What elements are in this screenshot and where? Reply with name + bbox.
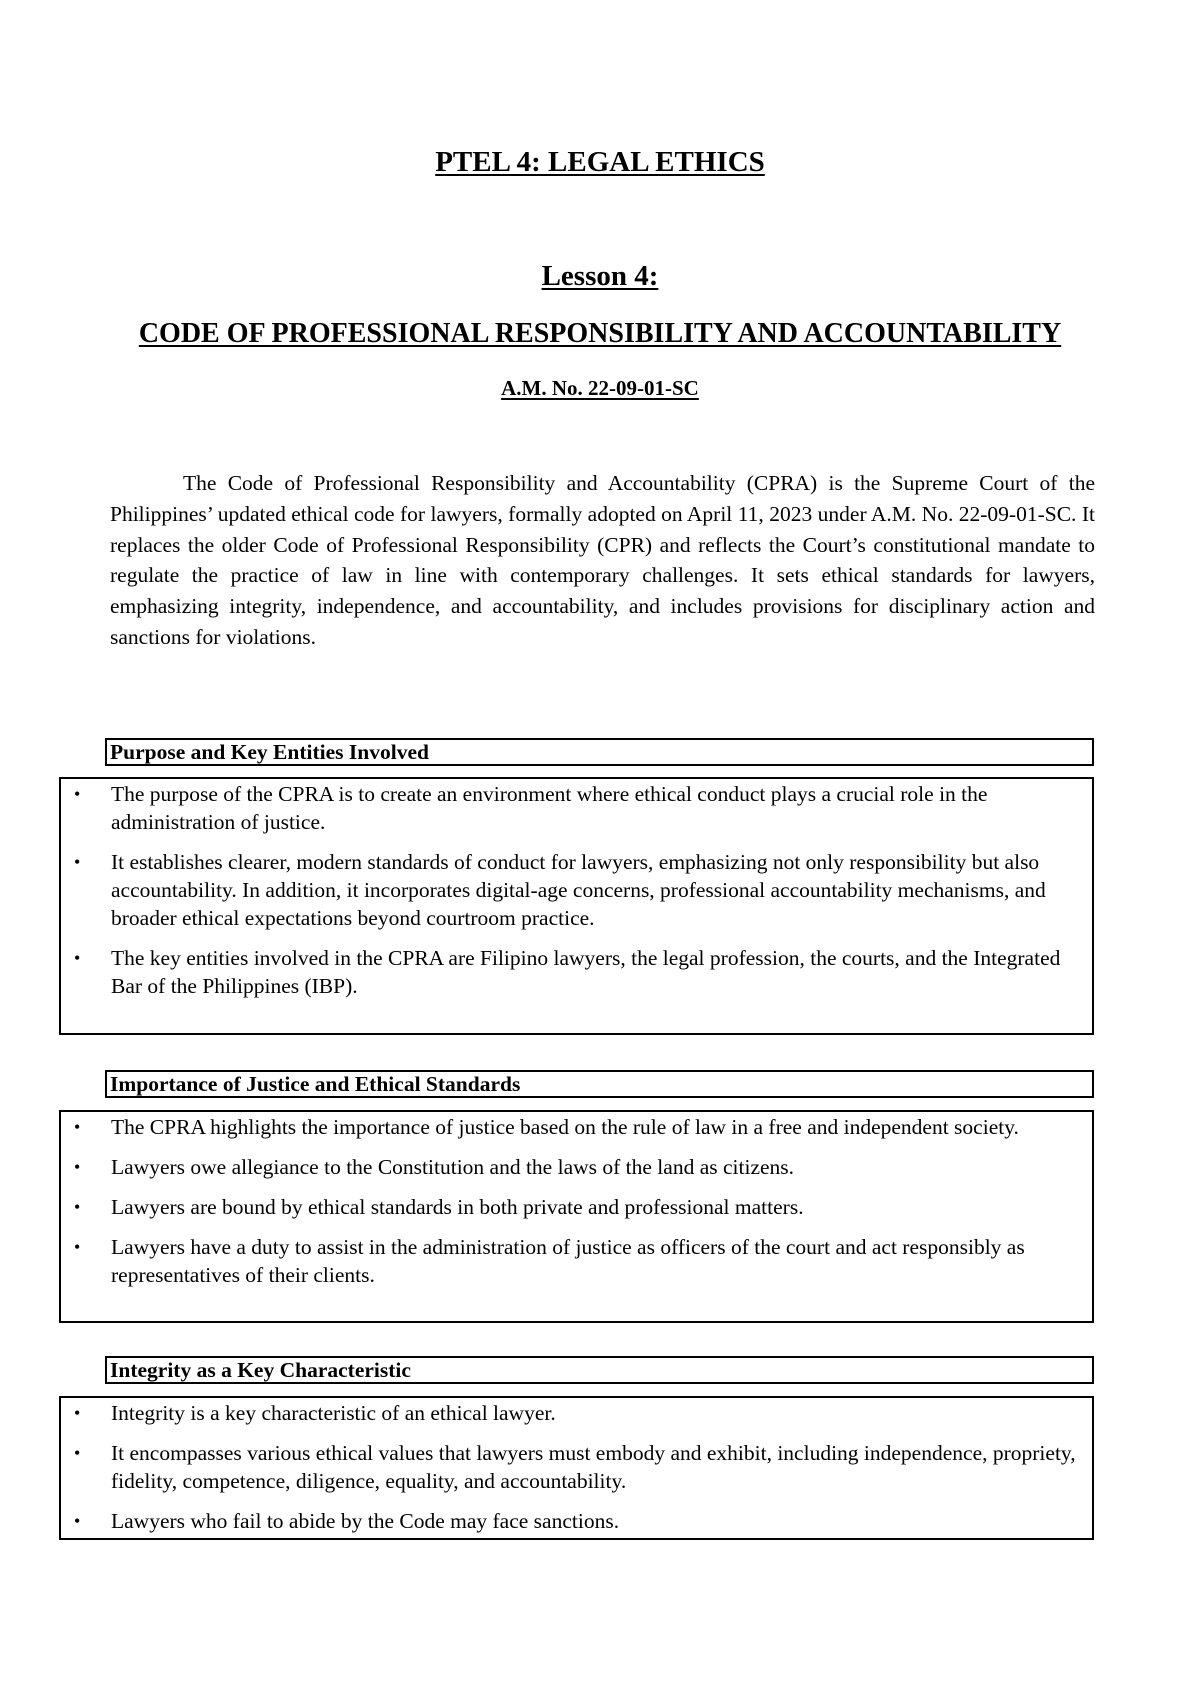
list-item-text: It establishes clearer, modern standards of conduct for lawyers, emphasizing not only responsibility but also accountability. In addition, it incorporates digital-age concerns, professional accountability mechanisms, and broader ethical expectations beyond courtroom practice.: [111, 850, 1046, 930]
administrative-matter-reference: A.M. No. 22-09-01-SC: [501, 376, 699, 400]
list-item: [61, 1233, 1092, 1289]
bullet-icon: •: [74, 1157, 81, 1177]
list-item-text: Lawyers are bound by ethical standards in both private and professional matters.: [111, 1195, 804, 1219]
list-item-text: Lawyers who fail to abide by the Code may face sanctions.: [111, 1509, 620, 1533]
list-item: [61, 780, 1092, 836]
list-item: [61, 1507, 1092, 1535]
intro-paragraph: The Code of Professional Responsibility and Accountability (CPRA) is the Supreme Court of the Philippines’ updated ethical code for lawyers, formally adopted on April 11, 2023 under A.M. No. 22-09-01-SC. It replaces the older Code of Professional Responsibility (CPR) and reflects the Court’s constitutional mandate to regulate the practice of law in line with contemporary challenges. It sets ethical standards for lawyers, emphasizing integrity, independence, and accountability, and includes provisions for disciplinary action and sanctions for violations.: [110, 471, 1095, 649]
list-item: [61, 1439, 1092, 1495]
bullet-icon: •: [74, 1511, 81, 1531]
bullet-box-integrity: [59, 1396, 1094, 1540]
list-item: [61, 944, 1092, 1000]
lesson-number: Lesson 4:: [541, 260, 659, 292]
course-title: PTEL 4: LEGAL ETHICS: [435, 146, 765, 178]
list-item-text: The CPRA highlights the importance of justice based on the rule of law in a free and independent society.: [111, 1115, 1019, 1139]
list-item: [61, 1193, 1092, 1221]
bullet-icon: •: [74, 1197, 81, 1217]
section-heading-integrity: Integrity as a Key Characteristic: [105, 1356, 1094, 1384]
bullet-icon: •: [74, 852, 81, 872]
bullet-icon: •: [74, 1443, 81, 1463]
bullet-box-purpose: [59, 777, 1094, 1035]
list-item: [61, 1153, 1092, 1181]
list-item-text: Lawyers have a duty to assist in the administration of justice as officers of the court and act responsibly as representatives of their clients.: [111, 1235, 1025, 1287]
list-item-text: Lawyers owe allegiance to the Constitution and the laws of the land as citizens.: [111, 1155, 795, 1179]
bullet-box-justice: [59, 1110, 1094, 1323]
section-heading-purpose: Purpose and Key Entities Involved: [105, 738, 1094, 766]
list-item-text: The purpose of the CPRA is to create an environment where ethical conduct plays a crucial role in the administration of justice.: [111, 782, 988, 834]
list-item: [61, 848, 1092, 932]
list-item-text: The key entities involved in the CPRA are Filipino lawyers, the legal profession, the courts, and the Integrated Bar of the Philippines (IBP).: [111, 946, 1061, 998]
list-item: [61, 1113, 1092, 1141]
bullet-icon: •: [74, 1403, 81, 1423]
list-item-text: It encompasses various ethical values that lawyers must embody and exhibit, including independence, propriety, fidelity, competence, diligence, equality, and accountability.: [111, 1441, 1076, 1493]
list-item: [61, 1399, 1092, 1427]
bullet-icon: •: [74, 948, 81, 968]
bullet-icon: •: [74, 784, 81, 804]
section-heading-justice: Importance of Justice and Ethical Standards: [105, 1070, 1094, 1098]
list-item-text: Integrity is a key characteristic of an ethical lawyer.: [111, 1401, 556, 1425]
bullet-icon: •: [74, 1117, 81, 1137]
bullet-icon: •: [74, 1237, 81, 1257]
lesson-title: CODE OF PROFESSIONAL RESPONSIBILITY AND ACCOUNTABILITY: [138, 318, 1062, 349]
